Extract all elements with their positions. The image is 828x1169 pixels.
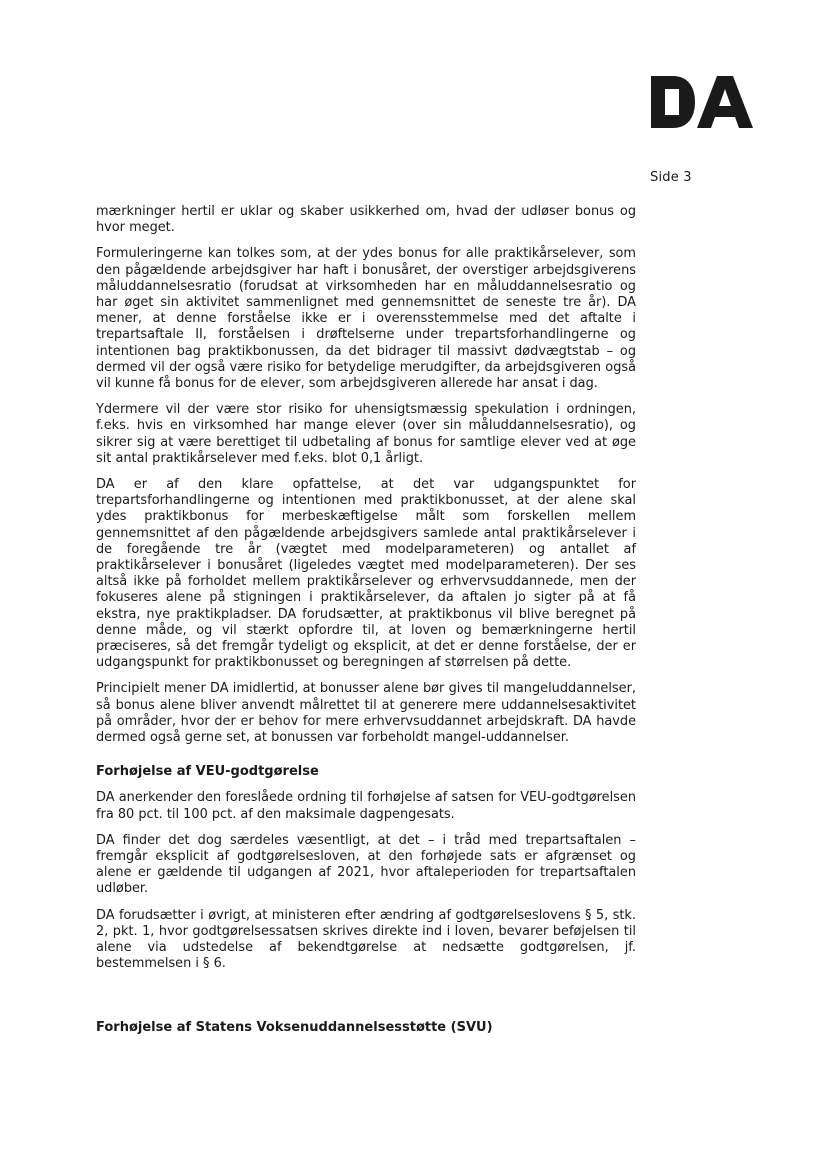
paragraph-4: DA er af den klare opfattelse, at det var udgangspunktet for trepartsforhandlingerne og intentionen med praktikbonusset, at der alene skal ydes praktikbonus for merbeskæftigelse målt som forskellen mellem gennemsnittet af den pågældende arbejdsgivers samlede antal praktikårselever i de foregående tre år (vægtet med modelparameteren) og antallet af praktikårselever i bonusåret (ligeledes vægtet med modelparameteren). Der ses altså ikke på forholdet mellem praktikårselever og erhvervsuddannede, men der fokuseres alene på stigningen i praktikårselever, da aftalen jo sigter på at få ekstra, nye praktikpladser. DA forudsætter, at praktikbonus vil blive beregnet på denne måde, og vil stærkt opfordre til, at loven og bemærkningerne hertil præciseres, så det fremgår tydeligt og eksplicit, at det er denne forståelse, der er udgangspunkt for praktikbonusset og beregningen af størrelsen på dette.	[96, 477, 636, 671]
paragraph-3: Ydermere vil der være stor risiko for uhensigtsmæssig spekulation i ordningen, f.eks. hvis en virksomhed har mange elever (over sin måluddannelsesratio), og sikrer sig at være berettiget til udbetaling af bonus for samtlige elever ved at øge sit antal praktikårselever med f.eks. blot 0,1 årligt.	[96, 402, 636, 466]
veu-paragraph-2: DA finder det dog særdeles væsentligt, at det – i tråd med trepartsaftalen – fremgår eksplicit af godtgørelsesloven, at den forhøjede sats er afgrænset og alene er gældende til udgangen af 2021, hvor aftaleperioden for trepartsaftalen udløber.	[96, 832, 636, 897]
veu-paragraph-3: DA forudsætter i øvrigt, at ministeren efter ændring af godtgørelseslovens § 5, stk. 2, pkt. 1, hvor godtgørelsessatsen skrives direkte ind i loven, bevarer beføjelsen til alene via udstedelse af bekendtgørelse at nedsætte godtgørelsen, jf. bestemmelsen i § 6.	[96, 907, 636, 972]
section-heading-svu: Forhøjelse af Statens Voksenuddannelsesstøtte (SVU)	[96, 1020, 493, 1036]
paragraph-5: Principielt mener DA imidlertid, at bonusser alene bør gives til mangeluddannelser, så bonus alene bliver anvendt målrettet til at generere mere uddannelsesaktivitet på områder, hvor der er behov for mere erhvervsuddannet arbejdskraft. DA havde dermed også gerne set, at bonussen var forbeholdt mangel-uddannelser.	[96, 681, 636, 746]
da-logo-mark	[651, 76, 761, 128]
da-logo	[651, 76, 761, 128]
document-body	[96, 204, 636, 1046]
section-heading-veu: Forhøjelse af VEU-godtgørelse	[96, 764, 319, 780]
paragraph-2: Formuleringerne kan tolkes som, at der ydes bonus for alle praktikårselever, som den pågældende arbejdsgiver har haft i bonusåret, der overstiger arbejdsgiverens måluddannelsesratio (forudsat at virksomheden har en måluddannelsesratio og har øget sin aktivitet sammenlignet med gennemsnittet de seneste tre år). DA mener, at denne forståelse ikke er i overensstemmelse med det aftalte i trepartsaftale II, forståelsen i drøftelserne under trepartsforhandlingerne og intentionen bag praktikbonussen, da det bidrager til massivt dødvægtstab – og dermed vil der også være risiko for betydelige merudgifter, da arbejdsgiveren også vil kunne få bonus for de elever, som arbejdsgiveren allerede har ansat i dag.	[96, 246, 636, 392]
page-number: Side 3	[650, 170, 692, 185]
paragraph-1: mærkninger hertil er uklar og skaber usikkerhed om, hvad der udløser bonus og hvor meget.	[96, 204, 636, 236]
veu-paragraph-1: DA anerkender den foreslåede ordning til forhøjelse af satsen for VEU-godtgørelsen fra 80 pct. til 100 pct. af den maksimale dagpengesats.	[96, 790, 636, 822]
